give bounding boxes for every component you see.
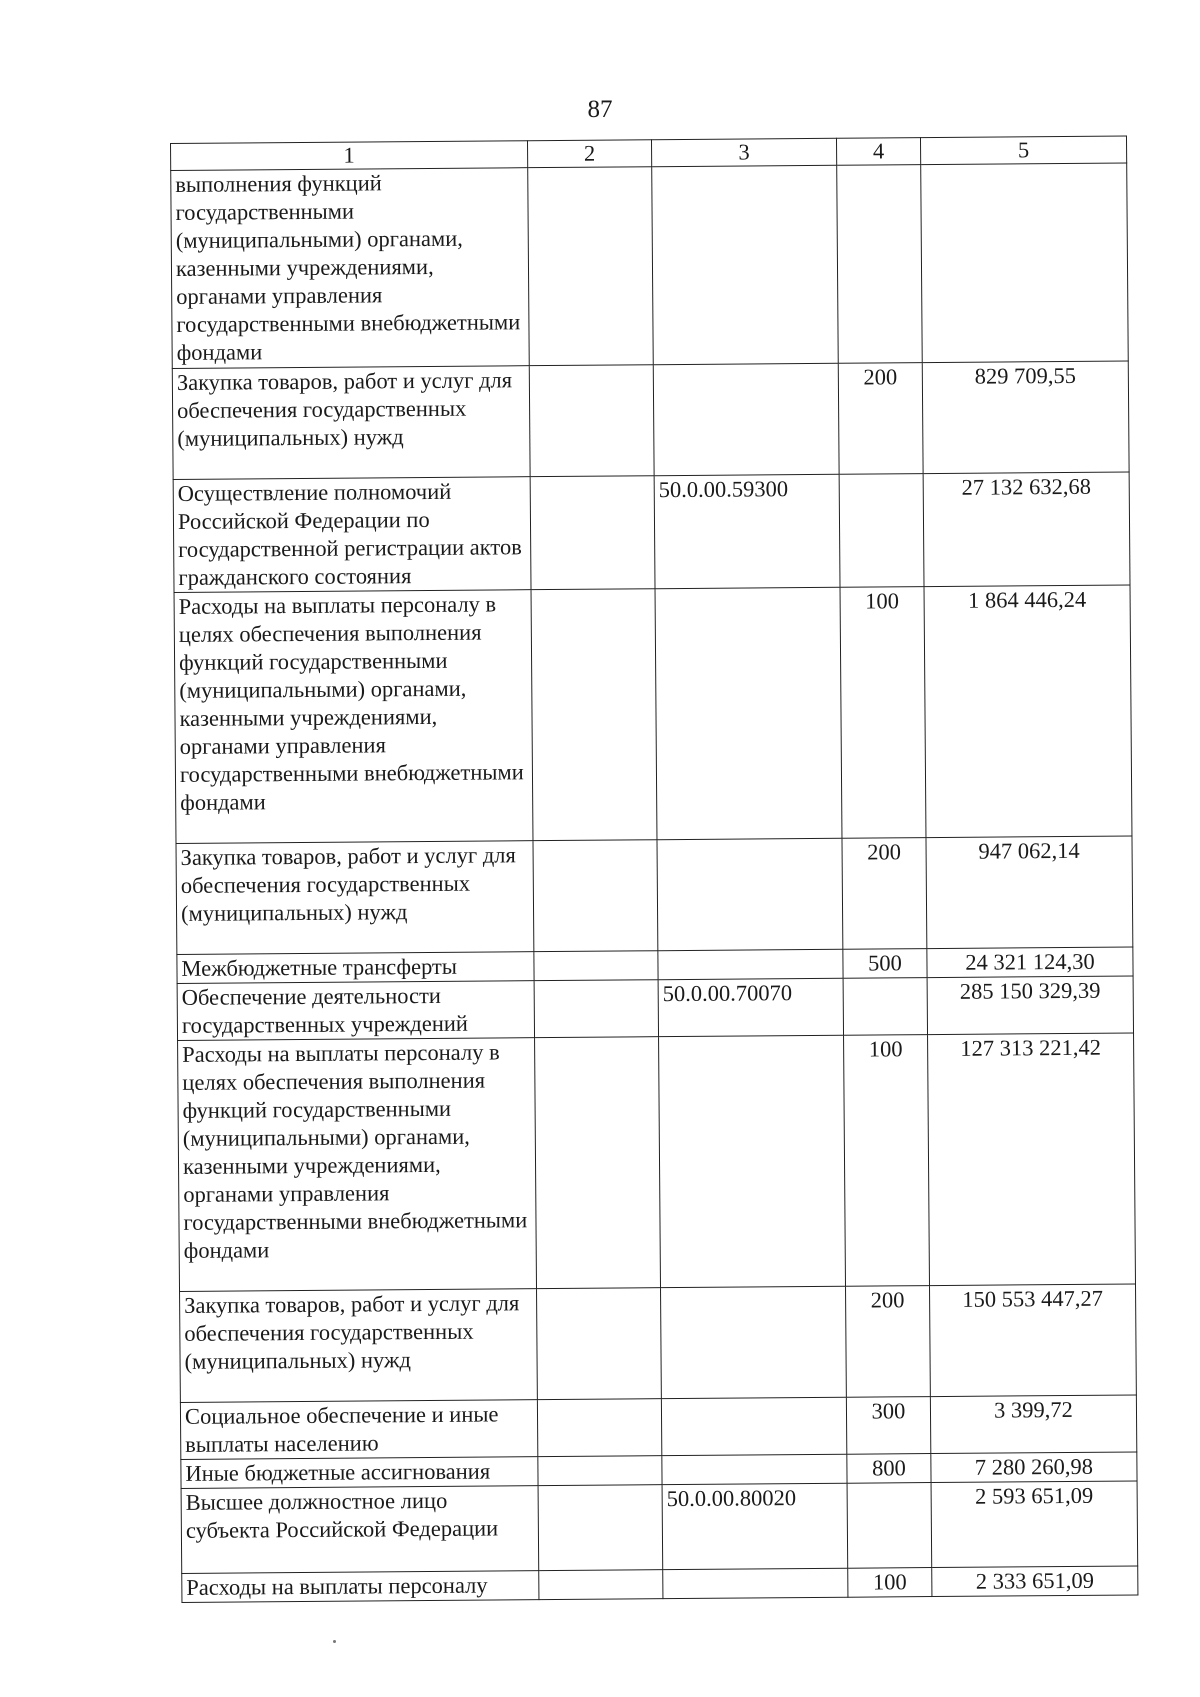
column-header: 1 bbox=[171, 141, 528, 171]
expense-type-cell: 300 bbox=[846, 1397, 930, 1455]
expense-type-cell: 200 bbox=[838, 363, 923, 475]
expense-name-cell: Иные бюджетные ассигнования bbox=[181, 1457, 538, 1489]
amount-cell: 829 709,55 bbox=[922, 361, 1129, 474]
expense-type-cell bbox=[837, 165, 923, 364]
expense-type-cell: 500 bbox=[843, 949, 927, 979]
table-row bbox=[182, 1566, 1138, 1603]
target-code-cell bbox=[662, 1454, 847, 1484]
target-code-cell bbox=[663, 1568, 848, 1598]
expense-type-cell: 100 bbox=[840, 587, 926, 839]
table-row bbox=[180, 1395, 1136, 1460]
expense-type-cell bbox=[847, 1483, 932, 1569]
target-code-cell bbox=[659, 1035, 846, 1287]
expense-name-cell: Закупка товаров, работ и услуг для обеспечения государственных (муниципальных) нужд bbox=[172, 366, 530, 480]
target-code-cell bbox=[657, 838, 843, 950]
expense-type-cell: 800 bbox=[847, 1454, 931, 1484]
amount-cell: 3 399,72 bbox=[930, 1395, 1136, 1454]
target-code-cell bbox=[652, 165, 839, 364]
amount-cell: 2 333 651,09 bbox=[932, 1566, 1138, 1597]
amount-cell bbox=[921, 163, 1129, 363]
expense-name-cell: Закупка товаров, работ и услуг для обеспечения государственных (муниципальных) нужд bbox=[176, 841, 534, 955]
target-code-cell bbox=[661, 1286, 847, 1398]
amount-cell: 127 313 221,42 bbox=[928, 1033, 1136, 1286]
table-row bbox=[176, 836, 1133, 955]
expense-name-cell: Высшее должностное лицо субъекта Российской Федерации bbox=[181, 1486, 539, 1574]
expense-name-cell: Осуществление полномочий Российской Федерации по государственной регистрации актов гражданского состояния bbox=[173, 477, 531, 593]
table-row bbox=[177, 976, 1133, 1041]
expense-type-cell: 100 bbox=[844, 1035, 930, 1287]
empty-cell bbox=[530, 476, 655, 590]
table-row bbox=[173, 472, 1130, 593]
target-code-cell: 50.0.00.80020 bbox=[662, 1483, 848, 1569]
amount-cell: 27 132 632,68 bbox=[923, 472, 1130, 587]
column-header: 3 bbox=[651, 138, 836, 166]
empty-cell bbox=[533, 840, 658, 952]
expense-type-cell: 100 bbox=[848, 1568, 932, 1598]
expense-type-cell bbox=[839, 474, 924, 588]
target-code-cell bbox=[655, 587, 842, 839]
column-header: 5 bbox=[920, 136, 1126, 165]
table-row bbox=[178, 1033, 1136, 1292]
empty-cell bbox=[538, 1485, 663, 1571]
table-row bbox=[171, 163, 1129, 369]
amount-cell: 947 062,14 bbox=[926, 836, 1133, 949]
amount-cell: 2 593 651,09 bbox=[931, 1481, 1138, 1568]
empty-cell bbox=[534, 951, 658, 981]
expense-name-cell: Расходы на выплаты персоналу bbox=[182, 1571, 539, 1603]
empty-cell bbox=[529, 365, 654, 477]
target-code-cell: 50.0.00.59300 bbox=[654, 474, 840, 588]
page-number: 87 bbox=[587, 96, 613, 123]
expense-type-cell: 200 bbox=[845, 1286, 930, 1398]
expense-name-cell: Расходы на выплаты персоналу в целях обеспечения выполнения функций государственными (муниципальными) органами, казенными учреждениями, органами управления государственными внебюджетными фондами bbox=[174, 590, 533, 844]
column-header: 2 bbox=[527, 140, 651, 168]
amount-cell: 7 280 260,98 bbox=[931, 1452, 1137, 1483]
table-row bbox=[180, 1284, 1137, 1403]
empty-cell bbox=[528, 167, 654, 366]
table-row bbox=[172, 361, 1129, 480]
column-header: 4 bbox=[836, 138, 920, 166]
empty-cell bbox=[537, 1288, 662, 1400]
expense-name-cell: выполнения функций государственными (муниципальными) органами, казенными учреждениями, органами управления государственными внебюджетными фондами bbox=[171, 168, 530, 369]
empty-cell bbox=[537, 1399, 661, 1457]
scan-speck bbox=[333, 1640, 336, 1643]
target-code-cell bbox=[653, 363, 839, 475]
expense-name-cell: Обеспечение деятельности государственных учреждений bbox=[177, 981, 534, 1041]
amount-cell: 1 864 446,24 bbox=[924, 585, 1132, 838]
target-code-cell bbox=[658, 949, 843, 979]
amount-cell: 150 553 447,27 bbox=[929, 1284, 1136, 1397]
expense-name-cell: Закупка товаров, работ и услуг для обеспечения государственных (муниципальных) нужд bbox=[180, 1289, 538, 1403]
table-row bbox=[174, 585, 1132, 844]
empty-cell bbox=[538, 1456, 662, 1486]
table-row bbox=[181, 1481, 1138, 1574]
expense-name-cell: Социальное обеспечение и иные выплаты населению bbox=[180, 1400, 537, 1460]
expense-type-cell: 200 bbox=[842, 838, 927, 950]
target-code-cell bbox=[661, 1397, 846, 1455]
target-code-cell: 50.0.00.70070 bbox=[658, 978, 843, 1036]
expense-name-cell: Расходы на выплаты персоналу в целях обеспечения выполнения функций государственными (муниципальными) органами, казенными учреждениями, органами управления государственными внебюджетными фондами bbox=[178, 1038, 537, 1292]
empty-cell bbox=[539, 1570, 663, 1600]
empty-cell bbox=[535, 1037, 661, 1289]
budget-table bbox=[170, 135, 1138, 1602]
empty-cell bbox=[531, 589, 657, 841]
empty-cell bbox=[534, 980, 658, 1038]
amount-cell: 24 321 124,30 bbox=[927, 947, 1133, 978]
expense-type-cell bbox=[843, 978, 927, 1036]
expense-name-cell: Межбюджетные трансферты bbox=[177, 952, 534, 984]
amount-cell: 285 150 329,39 bbox=[927, 976, 1133, 1035]
